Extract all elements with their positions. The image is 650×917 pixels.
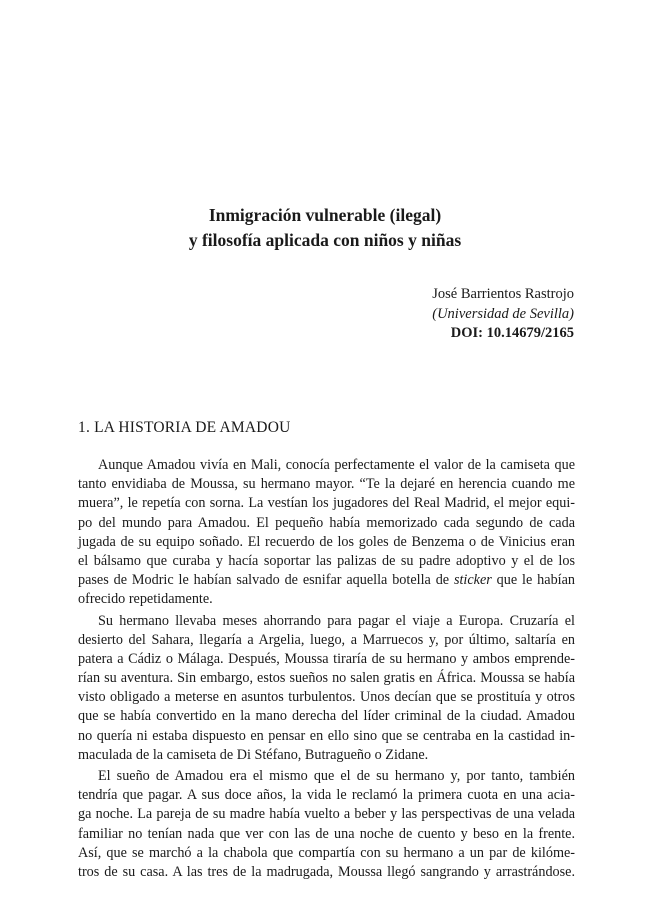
- italic-word: sticker: [453, 572, 492, 589]
- text-line: [78, 571, 575, 590]
- section-heading: 1. LA HISTORIA DE AMADOU: [78, 419, 291, 436]
- text-line: po del mundo para Amadou. El pequeño había memorizado cada segundo de cada: [78, 514, 575, 531]
- text-fragment: que le habían: [491, 572, 575, 589]
- text-line: Su hermano llevaba meses ahorrando para pagar el viaje a Europa. Cruzaría el: [98, 612, 575, 629]
- text-line: visto obligado a meterse en asuntos turbulentos. Unos decían que se prostituía y otros: [78, 689, 575, 706]
- text-line: tanto envidiaba de Moussa, su hermano mayor. “Te la dejaré en herencia cuando me: [78, 476, 575, 493]
- text-line: El sueño de Amadou era el mismo que el de su hermano y, por tanto, también: [98, 768, 575, 784]
- title-line-1: Inmigración vulnerable (ilegal): [208, 205, 442, 225]
- text-line: Aunque Amadou vivía en Mali, conocía perfectamente el valor de la camiseta que: [98, 457, 575, 473]
- doi: DOI: 10.14679/2165: [450, 325, 574, 341]
- text-line: el bálsamo que curaba y hacía soportar las palizas de su padre adoptivo y el de los: [78, 552, 575, 569]
- text-line: familiar no tenían nada que ver con las de una noche de cuento y beso en la frente.: [78, 825, 575, 842]
- body-text: [78, 456, 575, 884]
- text-line: que se había convertido en la mano derecha del líder criminal de la ciudad. Amadou: [78, 708, 575, 725]
- text-line: no quería ni estaba dispuesto en pensar en ello sino que se centraba en la castidad in-: [78, 727, 575, 744]
- paragraph-2: [78, 612, 575, 766]
- text-line: tros de su casa. A las tres de la madrugada, Moussa llegó sangrando y arrastrándose.: [78, 863, 575, 880]
- text-line: jugada de su equipo soñado. El recuerdo de los goles de Benzema o de Vinicius eran: [78, 533, 575, 550]
- text-line: ga noche. La pareja de su madre había vuelto a beber y las perspectivas de una velada: [78, 806, 575, 823]
- paragraph-3: [78, 767, 575, 882]
- text-line: rían su aventura. Sin embargo, estos sueños no salen gratis en África. Moussa se había: [78, 670, 575, 687]
- text-line: desierto del Sahara, llegaría a Argelia, luego, a Marruecos y, por último, saltaría en: [78, 631, 575, 648]
- text-line: tendría que pagar. A sus doce años, la vida le reclamó la primera cuota en una acia-: [78, 787, 575, 804]
- text-line: muera”, le repetía con sorna. La vestían los jugadores del Real Madrid, el mejor equi-: [78, 495, 575, 512]
- author-affiliation: (Universidad de Sevilla): [432, 305, 574, 322]
- paragraph-1: [78, 456, 575, 610]
- text-line: ofrecido repetidamente.: [78, 591, 213, 608]
- author-name: José Barrientos Rastrojo: [432, 286, 574, 302]
- text-line: maculada de la camiseta de Di Stéfano, Butragueño o Zidane.: [78, 746, 429, 763]
- chapter-title: [0, 203, 650, 253]
- text-line: patera a Cádiz o Málaga. Después, Moussa tiraría de su hermano y ambos emprende-: [78, 650, 575, 667]
- byline: [432, 285, 574, 344]
- title-line-2: y filosofía aplicada con niños y niñas: [188, 230, 462, 250]
- text-fragment: pases de Modric le habían salvado de esnifar aquella botella de: [78, 572, 454, 589]
- text-line: Así, que se marchó a la chabola que compartía con su hermano a un par de kilóme-: [78, 844, 575, 861]
